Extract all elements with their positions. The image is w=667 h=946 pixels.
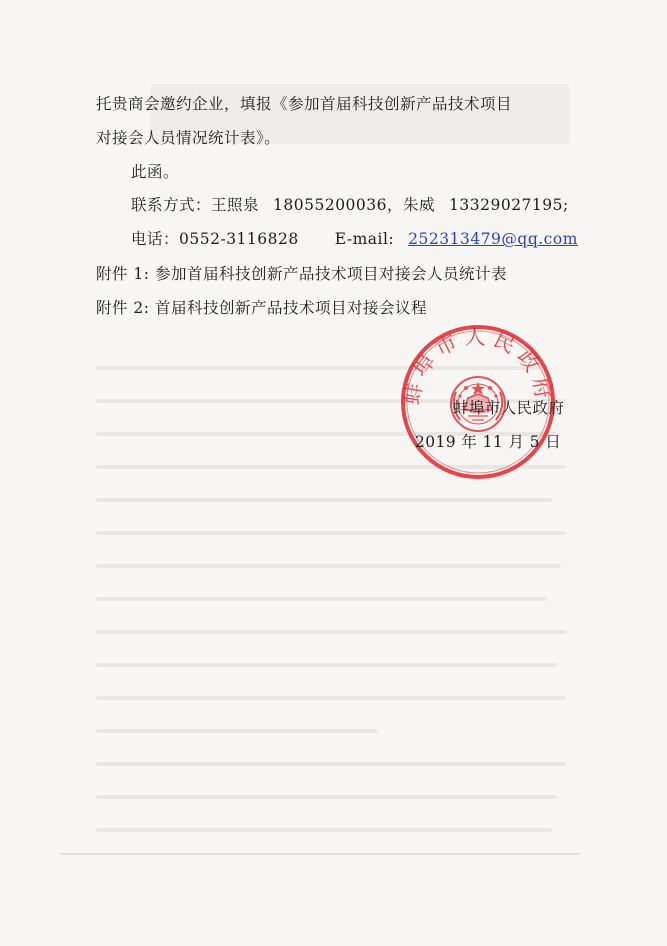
- attachment-2: 附件 2: 首届科技创新产品技术项目对接会议程: [96, 299, 427, 317]
- email-link[interactable]: 252313479@qq.com: [408, 230, 578, 248]
- bottom-divider: [60, 853, 580, 855]
- seal-text: 蚌埠市人民政府: [399, 325, 557, 407]
- contact-phone-1: 18055200036，: [273, 196, 404, 214]
- contact-phone-2: 13329027195;: [449, 196, 569, 214]
- tel-label: 电话：: [131, 230, 180, 248]
- paragraph-line-2: 对接会人员情况统计表》。: [96, 129, 281, 147]
- issue-date: 2019 年 11 月 5 日: [415, 433, 562, 451]
- tel-email-line: [131, 227, 578, 249]
- contact-person-1: 王照泉: [211, 196, 260, 214]
- contact-person-2: 朱威: [403, 196, 436, 214]
- tel-value: 0552-3116828: [179, 230, 299, 248]
- email-label: E-mail:: [334, 230, 395, 248]
- attachment-1: 附件 1: 参加首届科技创新产品技术项目对接会人员统计表: [96, 265, 507, 283]
- closing-phrase: 此函。: [131, 163, 180, 181]
- contact-label: 联系方式：: [131, 196, 212, 214]
- paragraph-line-1: 托贵商会邀约企业，填报《参加首届科技创新产品技术项目: [96, 95, 513, 113]
- contact-line: [131, 193, 569, 215]
- sender-name: 蚌埠市人民政府: [453, 399, 565, 417]
